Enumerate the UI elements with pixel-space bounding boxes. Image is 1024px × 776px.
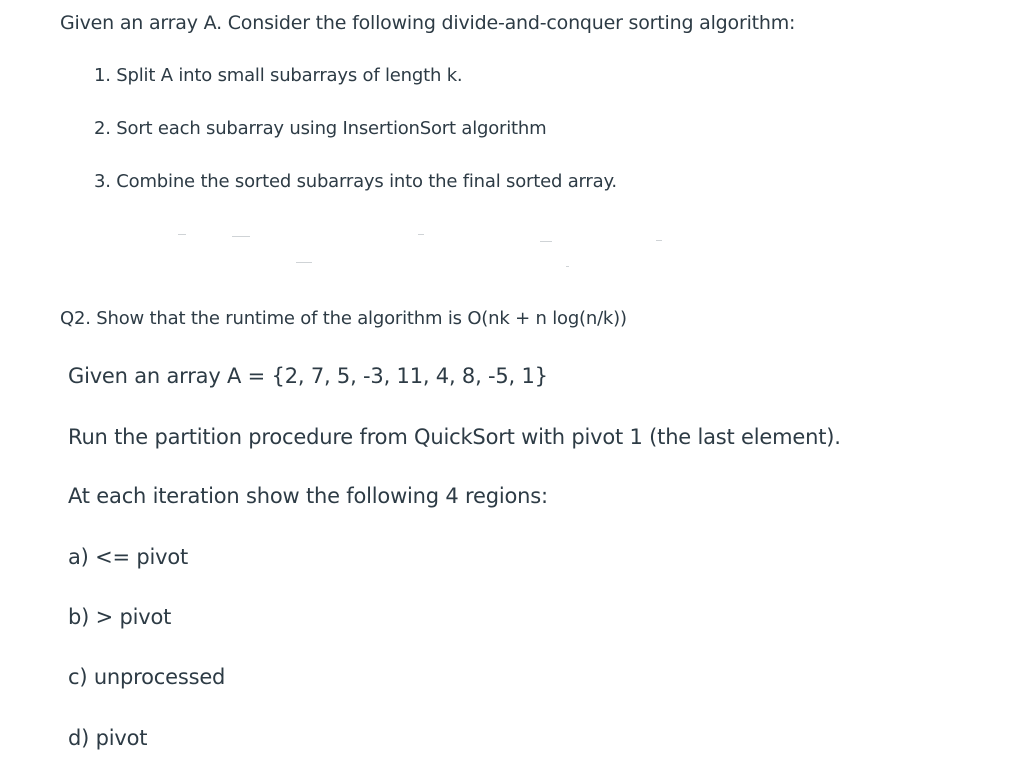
scan-artifact [566,266,569,267]
question-title: Q2. Show that the runtime of the algorithm is O(nk + n log(n/k)) [60,308,627,329]
partition-instruction: Run the partition procedure from QuickSort with pivot 1 (the last element). [68,425,841,449]
region-a: a) <= pivot [68,545,189,569]
array-given: Given an array A = {2, 7, 5, -3, 11, 4, 8, -5, 1} [68,364,548,388]
scan-artifact [178,234,186,235]
region-d: d) pivot [68,726,148,750]
step-2: 2. Sort each subarray using InsertionSort algorithm [94,118,547,139]
scan-artifact [540,241,552,242]
scan-artifact [296,262,312,263]
scan-artifact [656,240,662,241]
region-b: b) > pivot [68,605,172,629]
step-3: 3. Combine the sorted subarrays into the final sorted array. [94,171,617,192]
intro-text: Given an array A. Consider the following divide-and-conquer sorting algorithm: [60,12,796,34]
region-c: c) unprocessed [68,665,226,689]
scan-artifact [418,234,424,235]
regions-instruction: At each iteration show the following 4 regions: [68,484,548,508]
scan-artifact [232,236,250,237]
step-1: 1. Split A into small subarrays of length k. [94,65,463,86]
